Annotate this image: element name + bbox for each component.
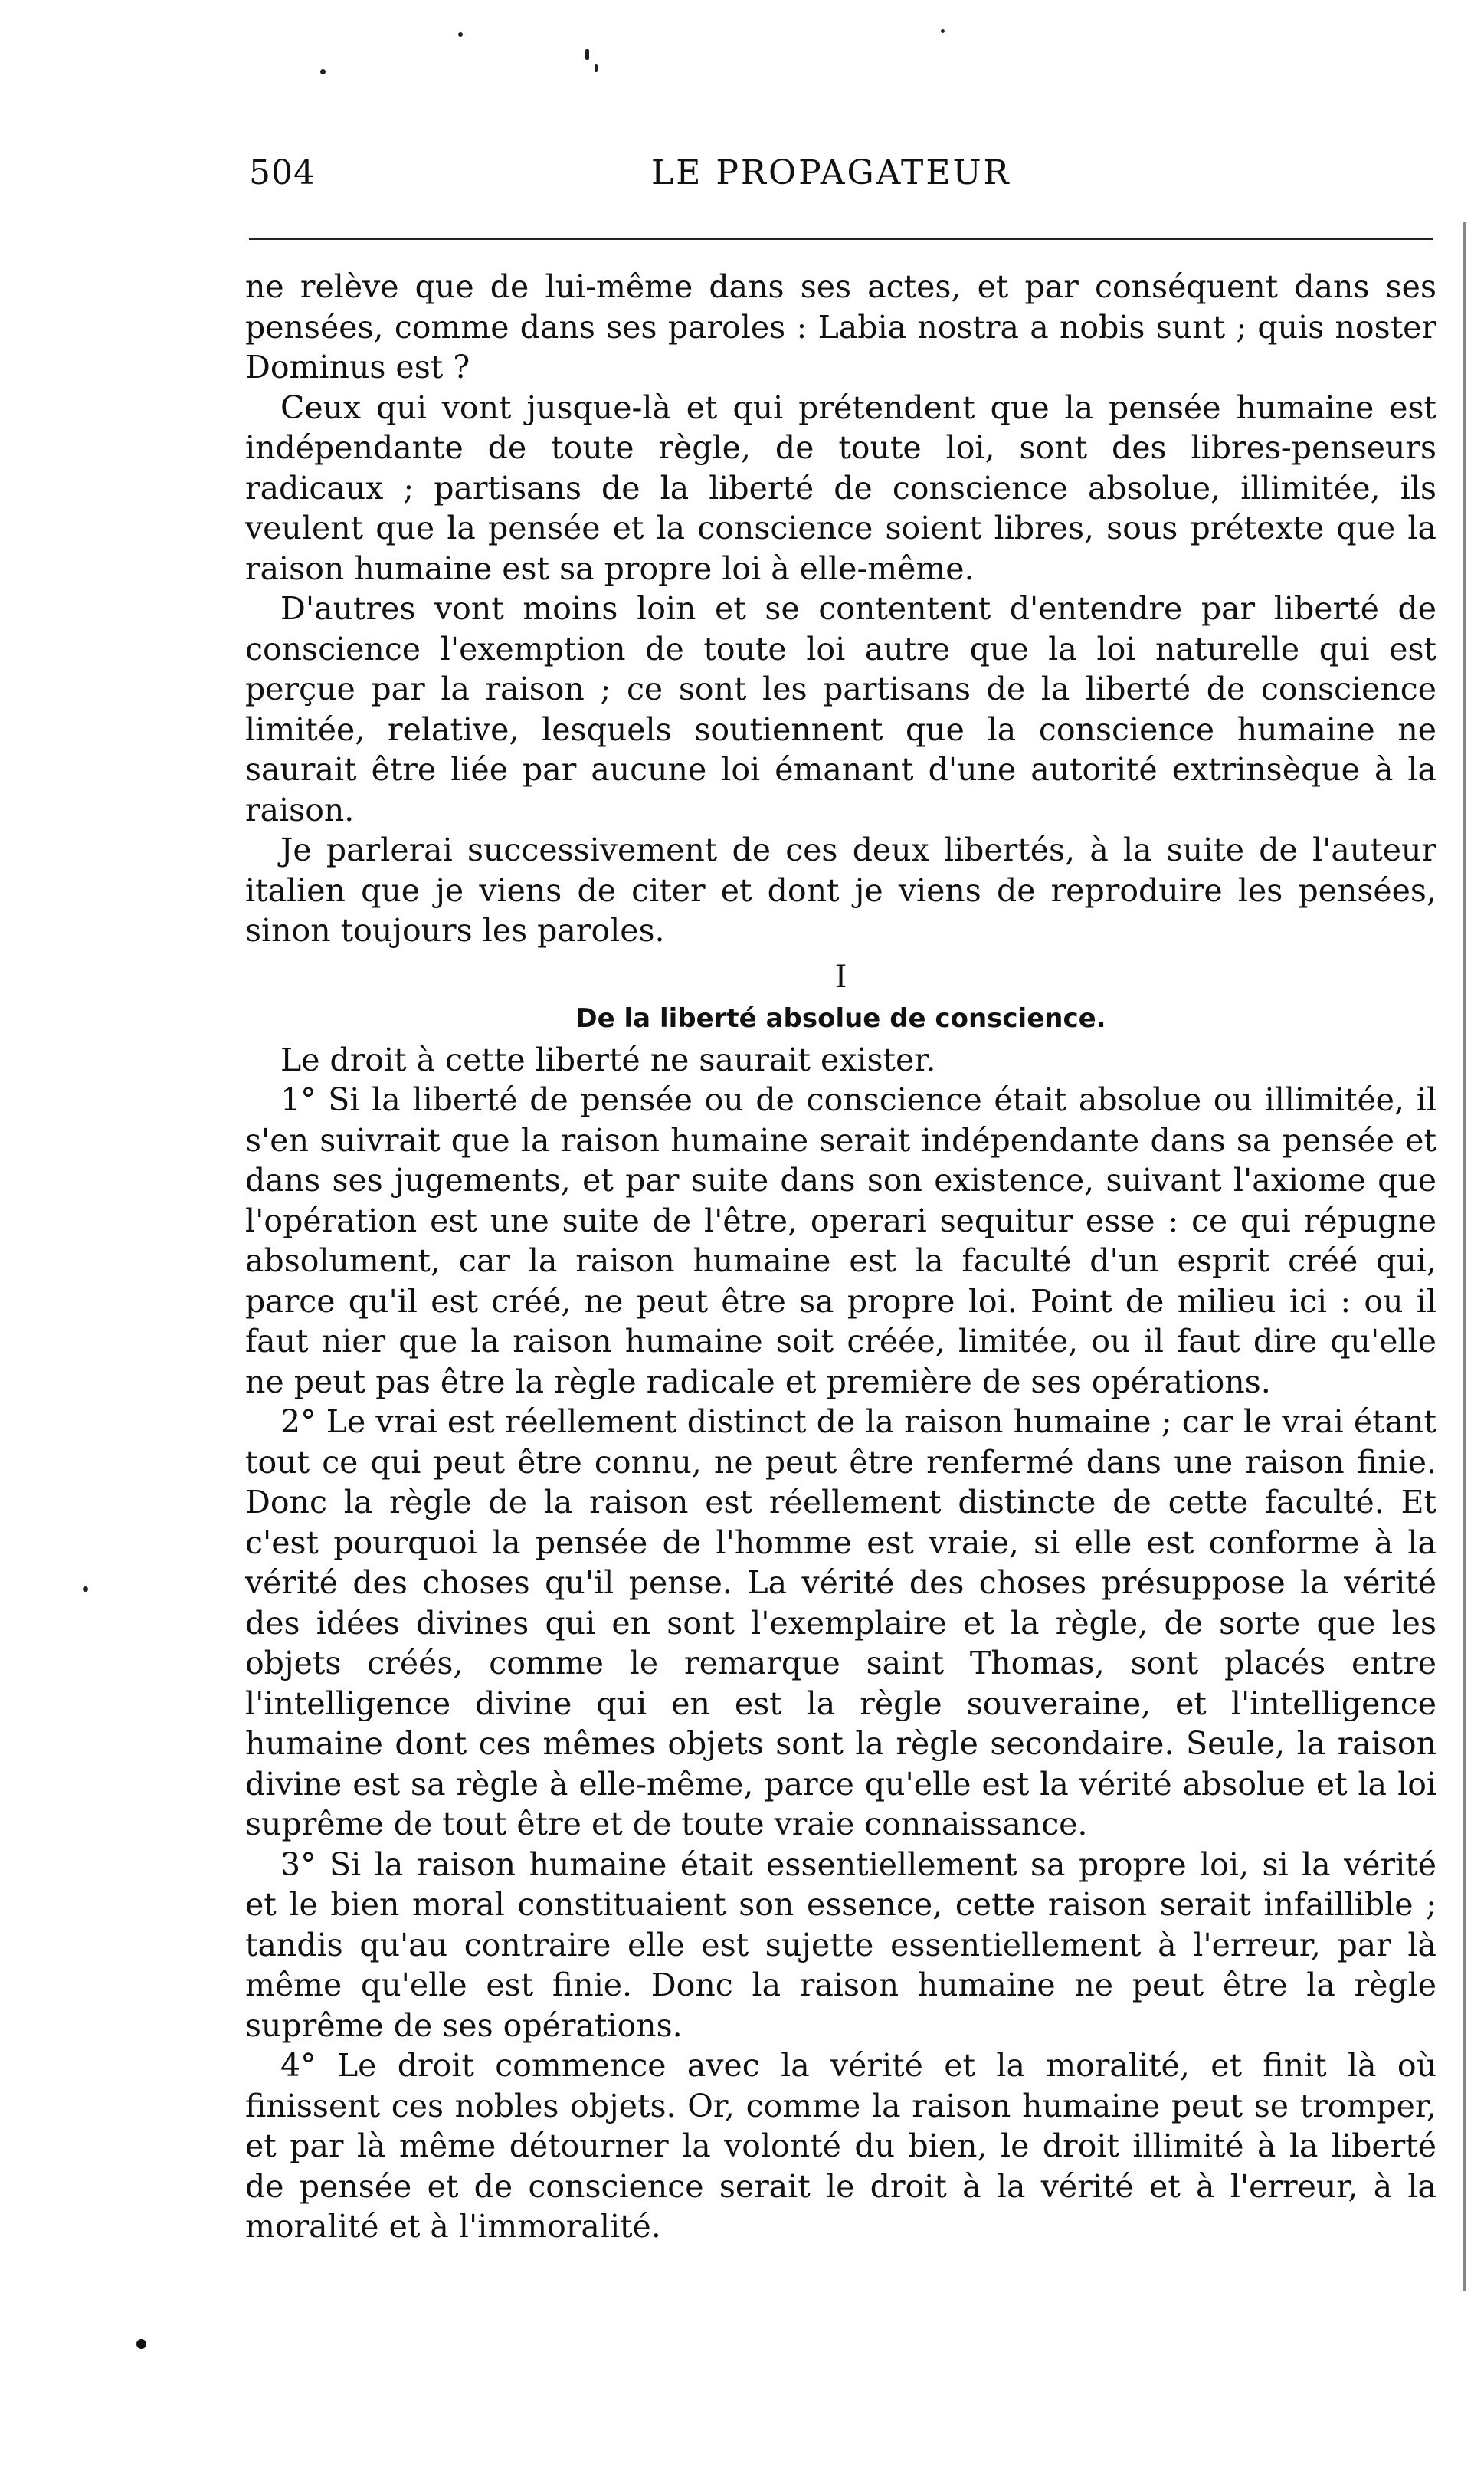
scan-speck: [458, 32, 463, 37]
page-number: 504: [249, 153, 316, 192]
paragraph: 3° Si la raison humaine était essentiellement sa propre loi, si la vérité et le bien moral constituaient son essence, cette raison serait infaillible ; tandis qu'au contraire elle est sujette essentiellement à l'erreur, par là même qu'elle est finie. Donc la raison humaine ne peut être la règle suprême de ses opérations.: [245, 1845, 1436, 2044]
paragraph: Le droit à cette liberté ne saurait exister.: [280, 1041, 936, 1078]
page-edge-shadow: [1463, 222, 1466, 2291]
running-title: LE PROPAGATEUR: [651, 153, 1011, 192]
paragraph: 2° Le vrai est réellement distinct de la raison humaine ; car le vrai étant tout ce qui peut être connu, ne peut être renfermé dans une raison finie. Donc la règle de la raison est réellement distincte de cette faculté. Et c'est pourquoi la pensée de l'homme est vraie, si elle est conforme à la vérité des choses qu'il pense. La vérité des choses présuppose la vérité des idées divines qui en sont l'exemplaire et la règle, de sorte que les objets créés, comme le remarque saint Thomas, sont placés entre l'intelligence divine qui en est la règle souveraine, et l'intelligence humaine dont ces mêmes objets sont la règle secondaire. Seule, la raison divine est sa règle à elle-même, parce qu'elle est la vérité absolue et la loi suprême de tout être et de toute vraie connaissance.: [245, 1403, 1436, 1842]
paragraph: 4° Le droit commence avec la vérité et la moralité, et finit là où finissent ces nobles objets. Or, comme la raison humaine peut se tromper, et par là même détourner la volonté du bien, le droit illimité à la liberté de pensée et de conscience serait le droit à la vérité et à l'erreur, à la moralité et à l'immoralité.: [245, 2047, 1436, 2245]
section-title: De la liberté absolue de conscience.: [575, 1002, 1106, 1034]
scan-speck: [585, 49, 589, 60]
scan-speck: [320, 69, 326, 74]
header-rule: [249, 238, 1433, 240]
paragraph: Je parlerai successivement de ces deux libertés, à la suite de l'auteur italien que je viens de citer et dont je viens de reproduire les pensées, sinon toujours les paroles.: [245, 832, 1436, 949]
scan-speck: [136, 2339, 146, 2349]
body-text: [245, 267, 1436, 2247]
paragraph: 1° Si la liberté de pensée ou de conscience était absolue ou illimitée, il s'en suivrait que la raison humaine serait indépendante dans sa pensée et dans ses jugements, et par suite dans son existence, suivant l'axiome que l'opération est une suite de l'être, operari sequitur esse : ce qui répugne absolument, car la raison humaine est la faculté d'un esprit créé qui, parce qu'il est créé, ne peut être sa propre loi. Point de milieu ici : ou il faut nier que la raison humaine soit créée, limitée, ou il faut dire qu'elle ne peut pas être la règle radicale et première de ses opérations.: [245, 1081, 1436, 1400]
scan-speck: [595, 64, 598, 72]
scan-speck: [83, 1586, 88, 1592]
paragraph: ne relève que de lui-même dans ses actes, et par conséquent dans ses pensées, comme dans ses paroles : Labia nostra a nobis sunt ; quis noster Dominus est ?: [245, 268, 1436, 385]
section-number: I: [834, 959, 847, 995]
scan-speck: [941, 29, 945, 33]
page-header: [249, 153, 1383, 199]
paragraph: Ceux qui vont jusque-là et qui prétendent que la pensée humaine est indépendante de toute règle, de toute loi, sont des libres-penseurs radicaux ; partisans de la liberté de conscience absolue, illimitée, ils veulent que la pensée et la conscience soient libres, sous prétexte que la raison humaine est sa propre loi à elle-même.: [245, 389, 1436, 587]
paragraph: D'autres vont moins loin et se contentent d'entendre par liberté de conscience l'exemption de toute loi autre que la loi naturelle qui est perçue par la raison ; ce sont les partisans de la liberté de conscience limitée, relative, lesquels soutiennent que la conscience humaine ne saurait être liée par aucune loi émanant d'une autorité extrinsèque à la raison.: [245, 590, 1436, 828]
